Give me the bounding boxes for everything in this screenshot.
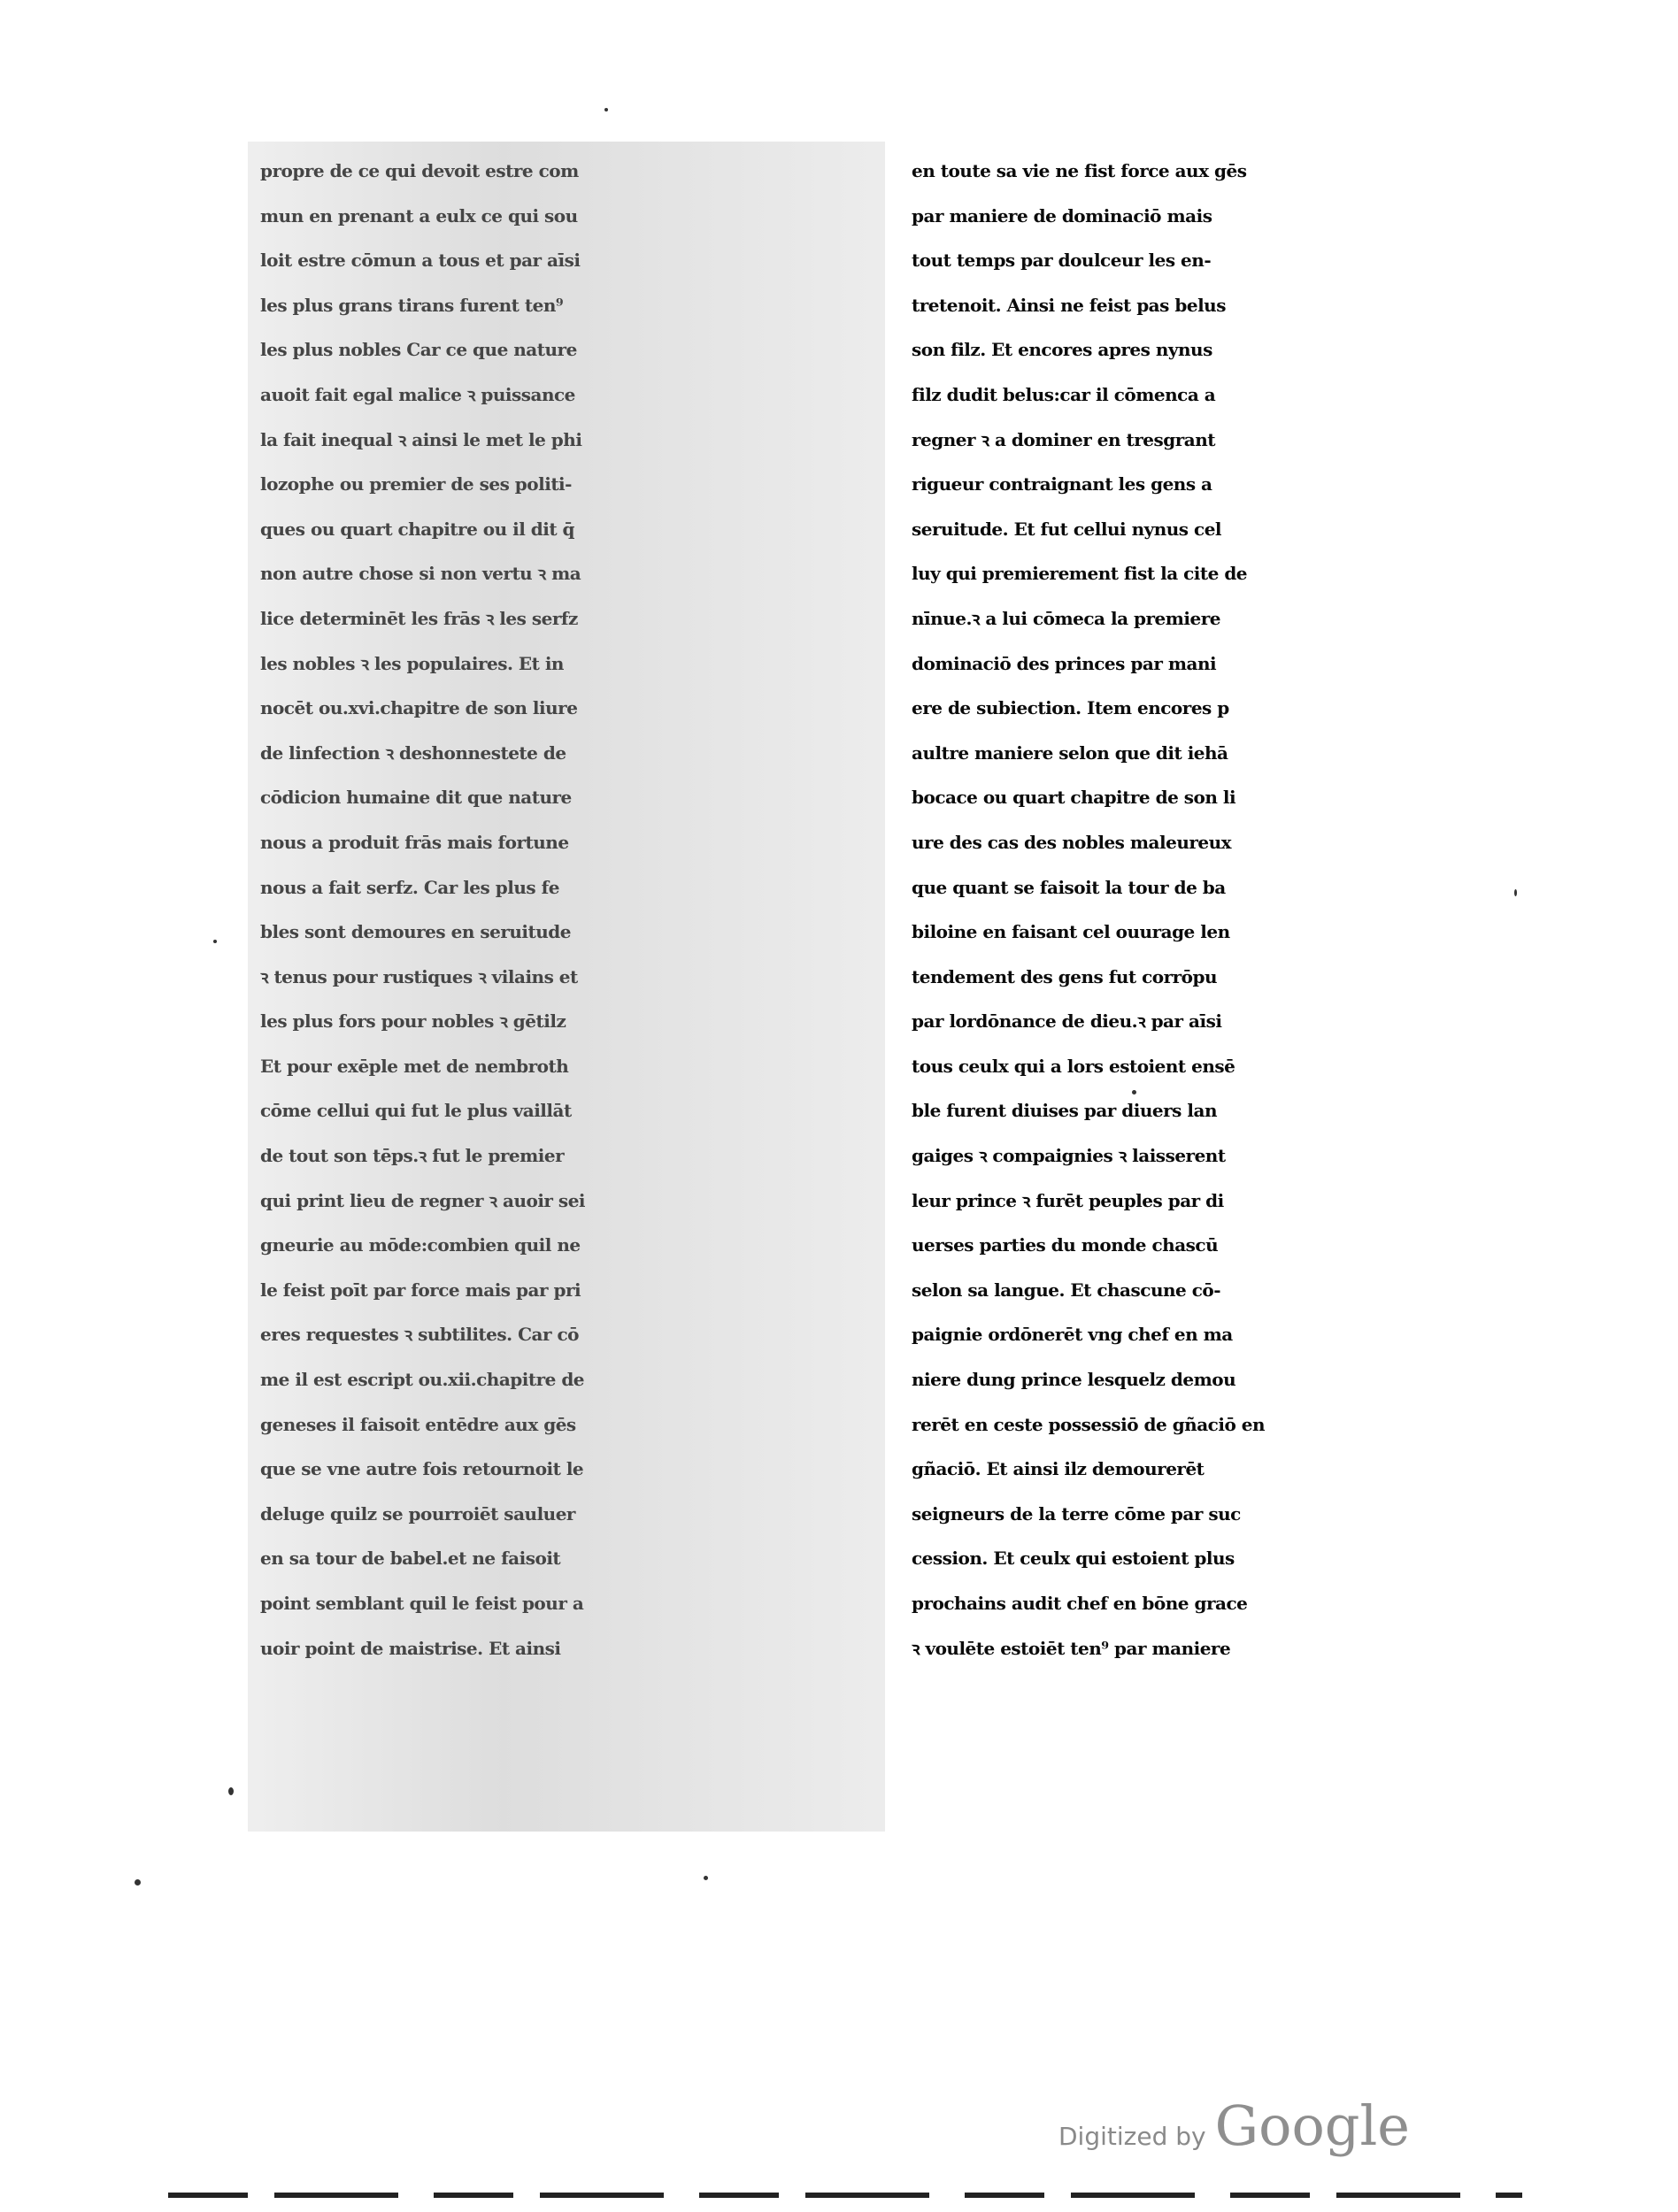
text-line: ure des cas des nobles maleureux	[912, 831, 1232, 853]
ink-speck	[213, 940, 217, 943]
text-line: tout temps par doulceur les en-	[912, 250, 1212, 272]
text-line: ꝛ tenus pour rustiques ꝛ vilains et	[260, 965, 578, 987]
text-line: ble furent diuises par diuers lan	[912, 1100, 1217, 1122]
text-line: ꝛ voulēte estoiēt ten⁹ par maniere	[912, 1637, 1231, 1659]
text-line: loit estre cōmun a tous et par aīsi	[260, 250, 581, 272]
text-line: uoir point de maistrise. Et ainsi	[260, 1637, 561, 1659]
text-line: cōdicion humaine dit que nature	[260, 787, 572, 809]
text-line: lice determinēt les frās ꝛ les serfz	[260, 607, 578, 629]
text-line: me il est escript ou.xii.chapitre de	[260, 1369, 585, 1391]
text-line: que quant se faisoit la tour de ba	[912, 876, 1226, 898]
left-text-column	[248, 142, 885, 1832]
text-line: tous ceulx qui a lors estoient ensē	[912, 1055, 1235, 1077]
text-line: leur prince ꝛ furēt peuples par di	[912, 1189, 1224, 1211]
text-line: uerses parties du monde chascū	[912, 1234, 1219, 1256]
text-line: nous a produit frās mais fortune	[260, 831, 569, 853]
text-line: dominaciō des princes par mani	[912, 652, 1217, 674]
text-line: les plus nobles Car ce que nature	[260, 339, 577, 361]
text-line: rigueur contraignant les gens a	[912, 473, 1212, 495]
digitized-by-watermark	[1058, 2093, 1410, 2158]
text-line: par maniere de dominaciō mais	[912, 204, 1212, 227]
text-line: eres requestes ꝛ subtilites. Car cō	[260, 1324, 579, 1346]
text-line: de tout son tēps.ꝛ fut le premier	[260, 1145, 565, 1167]
text-line: lozophe ou premier de ses politi-	[260, 473, 572, 495]
text-line: filz dudit belus:car il cōmenca a	[912, 383, 1216, 405]
text-line: auoit fait egal malice ꝛ puissance	[260, 383, 575, 405]
text-line: cession. Et ceulx qui estoient plus	[912, 1548, 1235, 1570]
text-line: niere dung prince lesquelz demou	[912, 1369, 1236, 1391]
text-line: bocace ou quart chapitre de son li	[912, 787, 1236, 809]
ink-speck	[704, 1876, 708, 1880]
text-line: en sa tour de babel.et ne faisoit	[260, 1548, 561, 1570]
ink-speck	[604, 108, 608, 111]
text-line: geneses il faisoit entēdre aux gēs	[260, 1413, 576, 1435]
text-line: tendement des gens fut corrōpu	[912, 965, 1218, 987]
text-line: mun en prenant a eulx ce qui sou	[260, 204, 578, 227]
text-line: que se vne autre fois retournoit le	[260, 1458, 584, 1480]
watermark-prefix: Digitized by	[1058, 2122, 1206, 2151]
text-line: tretenoit. Ainsi ne feist pas belus	[912, 294, 1226, 316]
text-line: la fait inequal ꝛ ainsi le met le phi	[260, 428, 582, 450]
text-line: aultre maniere selon que dit iehā	[912, 741, 1228, 764]
text-line: non autre chose si non vertu ꝛ ma	[260, 563, 581, 585]
ink-speck	[228, 1787, 234, 1795]
text-line: Et pour exēple met de nembroth	[260, 1055, 569, 1077]
text-line: son filz. Et encores apres nynus	[912, 339, 1212, 361]
text-line: le feist poīt par force mais par pri	[260, 1279, 581, 1301]
text-line: biloine en faisant cel ouurage len	[912, 921, 1230, 943]
text-line: cōme cellui qui fut le plus vaillāt	[260, 1100, 572, 1122]
text-line: luy qui premierement fist la cite de	[912, 563, 1248, 585]
watermark-brand: Google	[1214, 2093, 1410, 2158]
text-line: seruitude. Et fut cellui nynus cel	[912, 518, 1222, 540]
ink-speck	[1514, 889, 1517, 896]
text-line: les nobles ꝛ les populaires. Et in	[260, 652, 564, 674]
text-line: paignie ordōnerēt vng chef en ma	[912, 1324, 1233, 1346]
text-line: seigneurs de la terre cōme par suc	[912, 1502, 1241, 1525]
text-line: nocēt ou.xvi.chapitre de son liure	[260, 697, 578, 719]
text-line: gaiges ꝛ compaignies ꝛ laisserent	[912, 1145, 1226, 1167]
text-line: bles sont demoures en seruitude	[260, 921, 571, 943]
text-line: ere de subiection. Item encores p	[912, 697, 1229, 719]
text-line: en toute sa vie ne fist force aux gēs	[912, 160, 1247, 181]
text-line: gñaciō. Et ainsi ilz demourerēt	[912, 1458, 1205, 1480]
text-line: propre de ce qui devoit estre com	[260, 160, 579, 181]
text-line: les plus grans tirans furent ten⁹	[260, 294, 564, 316]
ink-speck	[135, 1879, 141, 1886]
text-line: prochains audit chef en bōne grace	[912, 1593, 1248, 1614]
text-line: nīnue.ꝛ a lui cōmeca la premiere	[912, 607, 1220, 629]
text-line: regner ꝛ a dominer en tresgrant	[912, 428, 1215, 450]
ink-speck	[1132, 1090, 1136, 1094]
text-line: de linfection ꝛ deshonnestete de	[260, 741, 566, 764]
text-line: par lordōnance de dieu.ꝛ par aīsi	[912, 1010, 1222, 1033]
text-line: rerēt en ceste possessiō de gñaciō en	[912, 1413, 1266, 1435]
bottom-edge-marks	[168, 2193, 1522, 2198]
text-line: les plus fors pour nobles ꝛ gētilz	[260, 1010, 566, 1033]
text-line: qui print lieu de regner ꝛ auoir sei	[260, 1189, 586, 1211]
text-line: nous a fait serfz. Car les plus fe	[260, 876, 559, 898]
text-line: ques ou quart chapitre ou il dit q̄	[260, 518, 575, 540]
text-line: gneurie au mōde:combien quil ne	[260, 1234, 581, 1256]
text-line: deluge quilz se pourroiēt sauluer	[260, 1502, 575, 1525]
right-text-column	[904, 142, 1533, 1832]
text-line: point semblant quil le feist pour a	[260, 1593, 584, 1614]
text-line: selon sa langue. Et chascune cō-	[912, 1279, 1221, 1301]
